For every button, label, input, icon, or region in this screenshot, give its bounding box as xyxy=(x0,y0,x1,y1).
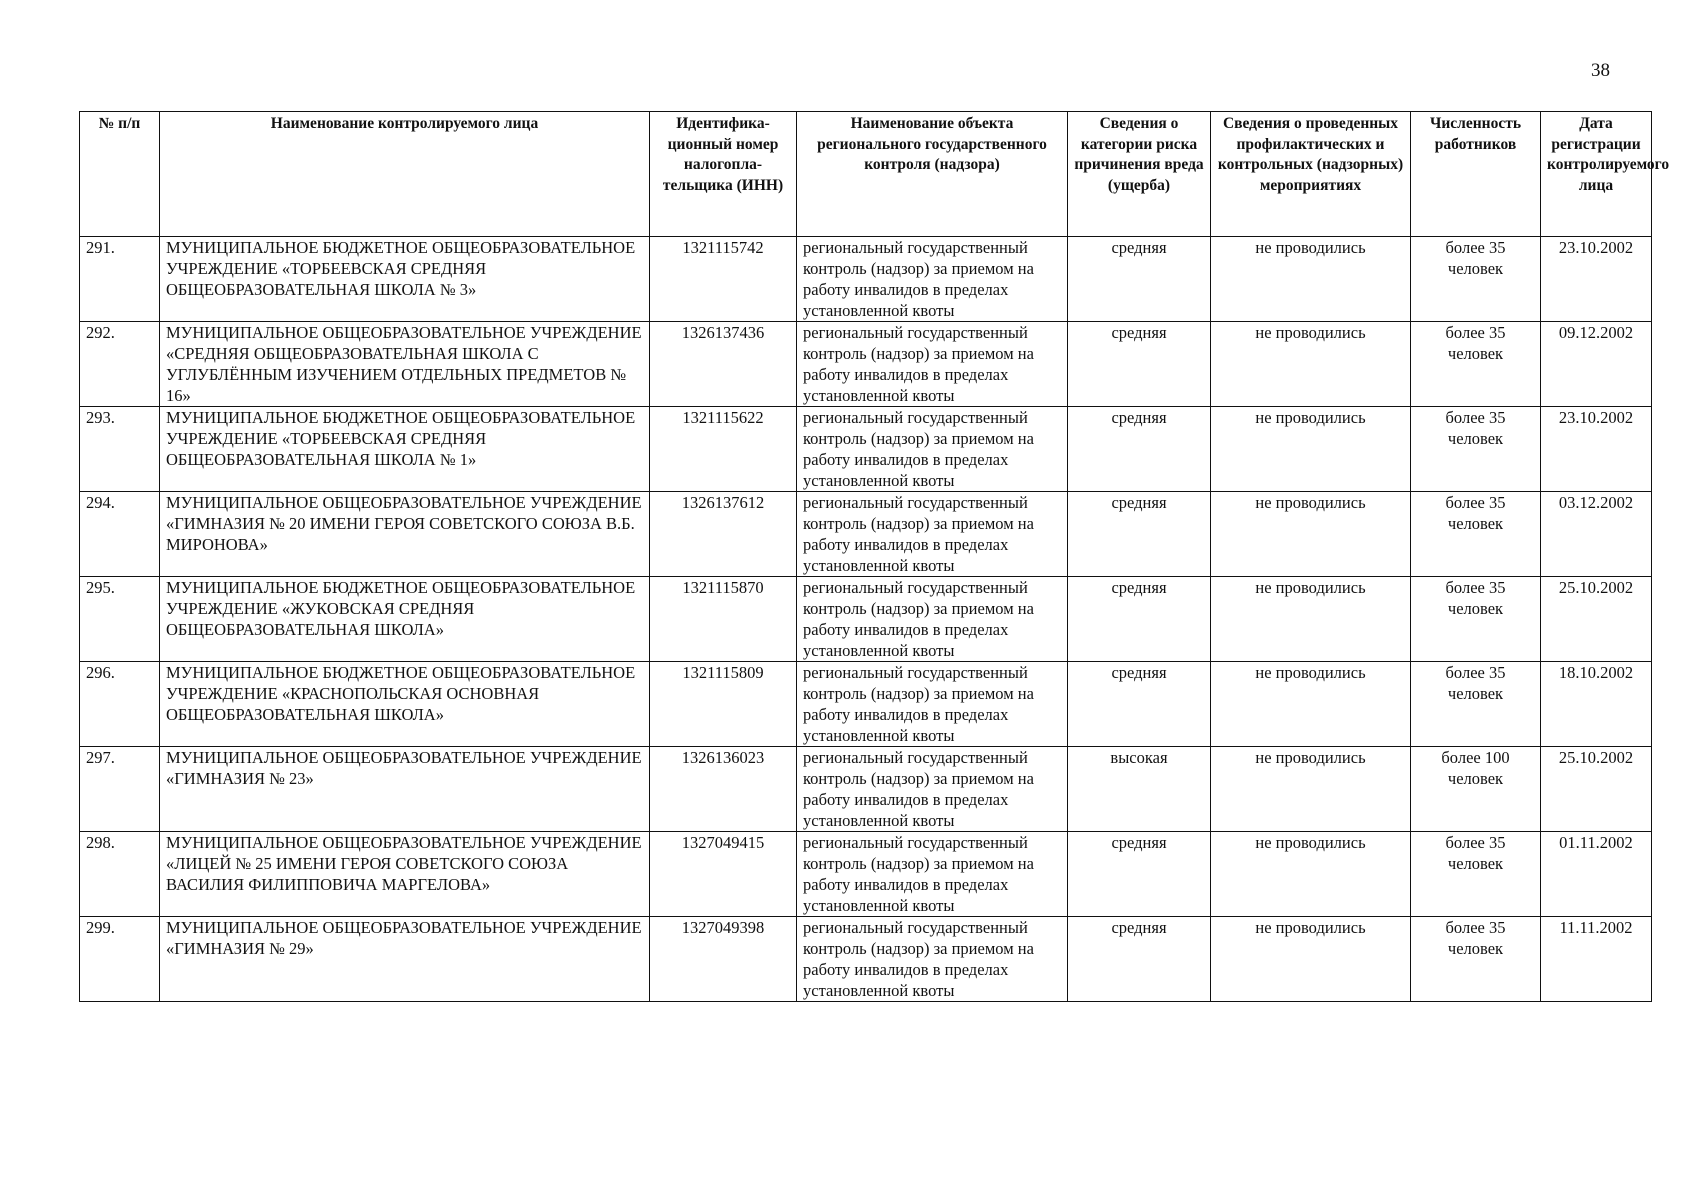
control-object: региональный государственный контроль (надзор) за приемом на работу инвалидов в пределах установленной квоты xyxy=(797,747,1068,832)
control-object: региональный государственный контроль (надзор) за приемом на работу инвалидов в пределах установленной квоты xyxy=(797,407,1068,492)
table-row xyxy=(80,747,1652,832)
table-row xyxy=(80,407,1652,492)
risk-category: средняя xyxy=(1068,832,1211,917)
risk-category: средняя xyxy=(1068,237,1211,322)
header-num: № п/п xyxy=(80,112,160,237)
row-number: 295. xyxy=(80,577,160,662)
inspection-events: не проводились xyxy=(1211,662,1411,747)
control-object: региональный государственный контроль (надзор) за приемом на работу инвалидов в пределах установленной квоты xyxy=(797,832,1068,917)
page-number: 38 xyxy=(1591,60,1610,81)
entity-inn: 1321115809 xyxy=(650,662,797,747)
table-header-row xyxy=(80,112,1652,237)
row-number: 296. xyxy=(80,662,160,747)
control-object: региональный государственный контроль (надзор) за приемом на работу инвалидов в пределах установленной квоты xyxy=(797,577,1068,662)
header-object: Наименование объекта регионального государственного контроля (надзора) xyxy=(797,112,1068,237)
header-name: Наименование контролируемого лица xyxy=(160,112,650,237)
entity-name: МУНИЦИПАЛЬНОЕ ОБЩЕОБРАЗОВАТЕЛЬНОЕ УЧРЕЖДЕНИЕ «ГИМНАЗИЯ № 29» xyxy=(160,917,650,1002)
entity-name: МУНИЦИПАЛЬНОЕ ОБЩЕОБРАЗОВАТЕЛЬНОЕ УЧРЕЖДЕНИЕ «ГИМНАЗИЯ № 20 ИМЕНИ ГЕРОЯ СОВЕТСКОГО СОЮЗА В.Б. МИРОНОВА» xyxy=(160,492,650,577)
table-row xyxy=(80,662,1652,747)
row-number: 298. xyxy=(80,832,160,917)
entity-inn: 1321115622 xyxy=(650,407,797,492)
row-number: 291. xyxy=(80,237,160,322)
inspection-events: не проводились xyxy=(1211,747,1411,832)
staff-count: более 100 человек xyxy=(1411,747,1541,832)
control-object: региональный государственный контроль (надзор) за приемом на работу инвалидов в пределах установленной квоты xyxy=(797,322,1068,407)
table-row xyxy=(80,322,1652,407)
inspection-events: не проводились xyxy=(1211,237,1411,322)
staff-count: более 35 человек xyxy=(1411,917,1541,1002)
registration-date: 23.10.2002 xyxy=(1541,407,1652,492)
registration-date: 25.10.2002 xyxy=(1541,577,1652,662)
staff-count: более 35 человек xyxy=(1411,662,1541,747)
risk-category: средняя xyxy=(1068,492,1211,577)
entity-inn: 1327049398 xyxy=(650,917,797,1002)
risk-category: средняя xyxy=(1068,577,1211,662)
table-row xyxy=(80,237,1652,322)
risk-category: средняя xyxy=(1068,322,1211,407)
staff-count: более 35 человек xyxy=(1411,577,1541,662)
table-row xyxy=(80,832,1652,917)
inspection-events: не проводились xyxy=(1211,407,1411,492)
control-object: региональный государственный контроль (надзор) за приемом на работу инвалидов в пределах установленной квоты xyxy=(797,917,1068,1002)
registry-table xyxy=(79,111,1670,1002)
entity-inn: 1327049415 xyxy=(650,832,797,917)
staff-count: более 35 человек xyxy=(1411,492,1541,577)
entity-inn: 1326136023 xyxy=(650,747,797,832)
entity-name: МУНИЦИПАЛЬНОЕ ОБЩЕОБРАЗОВАТЕЛЬНОЕ УЧРЕЖДЕНИЕ «СРЕДНЯЯ ОБЩЕОБРАЗОВАТЕЛЬНАЯ ШКОЛА С УГЛУБЛЁННЫМ ИЗУЧЕНИЕМ ОТДЕЛЬНЫХ ПРЕДМЕТОВ № 16» xyxy=(160,322,650,407)
inspection-events: не проводились xyxy=(1211,322,1411,407)
header-inn: Идентифика-ционный номер налогопла-тельщика (ИНН) xyxy=(650,112,797,237)
registration-date: 01.11.2002 xyxy=(1541,832,1652,917)
row-number: 297. xyxy=(80,747,160,832)
header-risk: Сведения о категории риска причинения вреда (ущерба) xyxy=(1068,112,1211,237)
control-object: региональный государственный контроль (надзор) за приемом на работу инвалидов в пределах установленной квоты xyxy=(797,662,1068,747)
inspection-events: не проводились xyxy=(1211,577,1411,662)
header-staff: Численность работников xyxy=(1411,112,1541,237)
registration-date: 09.12.2002 xyxy=(1541,322,1652,407)
entity-inn: 1326137612 xyxy=(650,492,797,577)
entity-name: МУНИЦИПАЛЬНОЕ БЮДЖЕТНОЕ ОБЩЕОБРАЗОВАТЕЛЬНОЕ УЧРЕЖДЕНИЕ «КРАСНОПОЛЬСКАЯ ОСНОВНАЯ ОБЩЕОБРАЗОВАТЕЛЬНАЯ ШКОЛА» xyxy=(160,662,650,747)
control-object: региональный государственный контроль (надзор) за приемом на работу инвалидов в пределах установленной квоты xyxy=(797,492,1068,577)
entity-name: МУНИЦИПАЛЬНОЕ БЮДЖЕТНОЕ ОБЩЕОБРАЗОВАТЕЛЬНОЕ УЧРЕЖДЕНИЕ «ЖУКОВСКАЯ СРЕДНЯЯ ОБЩЕОБРАЗОВАТЕЛЬНАЯ ШКОЛА» xyxy=(160,577,650,662)
inspection-events: не проводились xyxy=(1211,917,1411,1002)
table-row xyxy=(80,917,1652,1002)
risk-category: средняя xyxy=(1068,917,1211,1002)
inspection-events: не проводились xyxy=(1211,832,1411,917)
table-row xyxy=(80,577,1652,662)
risk-category: средняя xyxy=(1068,662,1211,747)
registration-date: 18.10.2002 xyxy=(1541,662,1652,747)
risk-category: высокая xyxy=(1068,747,1211,832)
entity-inn: 1321115870 xyxy=(650,577,797,662)
registration-date: 23.10.2002 xyxy=(1541,237,1652,322)
entity-inn: 1321115742 xyxy=(650,237,797,322)
entity-inn: 1326137436 xyxy=(650,322,797,407)
registration-date: 03.12.2002 xyxy=(1541,492,1652,577)
staff-count: более 35 человек xyxy=(1411,832,1541,917)
row-number: 293. xyxy=(80,407,160,492)
risk-category: средняя xyxy=(1068,407,1211,492)
table-row xyxy=(80,492,1652,577)
row-number: 299. xyxy=(80,917,160,1002)
staff-count: более 35 человек xyxy=(1411,407,1541,492)
header-date: Дата регистрации контролируемого лица xyxy=(1541,112,1652,237)
staff-count: более 35 человек xyxy=(1411,237,1541,322)
entity-name: МУНИЦИПАЛЬНОЕ ОБЩЕОБРАЗОВАТЕЛЬНОЕ УЧРЕЖДЕНИЕ «ЛИЦЕЙ № 25 ИМЕНИ ГЕРОЯ СОВЕТСКОГО СОЮЗА ВАСИЛИЯ ФИЛИППОВИЧА МАРГЕЛОВА» xyxy=(160,832,650,917)
registration-date: 11.11.2002 xyxy=(1541,917,1652,1002)
entity-name: МУНИЦИПАЛЬНОЕ ОБЩЕОБРАЗОВАТЕЛЬНОЕ УЧРЕЖДЕНИЕ «ГИМНАЗИЯ № 23» xyxy=(160,747,650,832)
entity-name: МУНИЦИПАЛЬНОЕ БЮДЖЕТНОЕ ОБЩЕОБРАЗОВАТЕЛЬНОЕ УЧРЕЖДЕНИЕ «ТОРБЕЕВСКАЯ СРЕДНЯЯ ОБЩЕОБРАЗОВАТЕЛЬНАЯ ШКОЛА № 1» xyxy=(160,407,650,492)
row-number: 292. xyxy=(80,322,160,407)
staff-count: более 35 человек xyxy=(1411,322,1541,407)
row-number: 294. xyxy=(80,492,160,577)
header-events: Сведения о проведенных профилактических и контрольных (надзорных) мероприятиях xyxy=(1211,112,1411,237)
control-object: региональный государственный контроль (надзор) за приемом на работу инвалидов в пределах установленной квоты xyxy=(797,237,1068,322)
entity-name: МУНИЦИПАЛЬНОЕ БЮДЖЕТНОЕ ОБЩЕОБРАЗОВАТЕЛЬНОЕ УЧРЕЖДЕНИЕ «ТОРБЕЕВСКАЯ СРЕДНЯЯ ОБЩЕОБРАЗОВАТЕЛЬНАЯ ШКОЛА № 3» xyxy=(160,237,650,322)
inspection-events: не проводились xyxy=(1211,492,1411,577)
registration-date: 25.10.2002 xyxy=(1541,747,1652,832)
